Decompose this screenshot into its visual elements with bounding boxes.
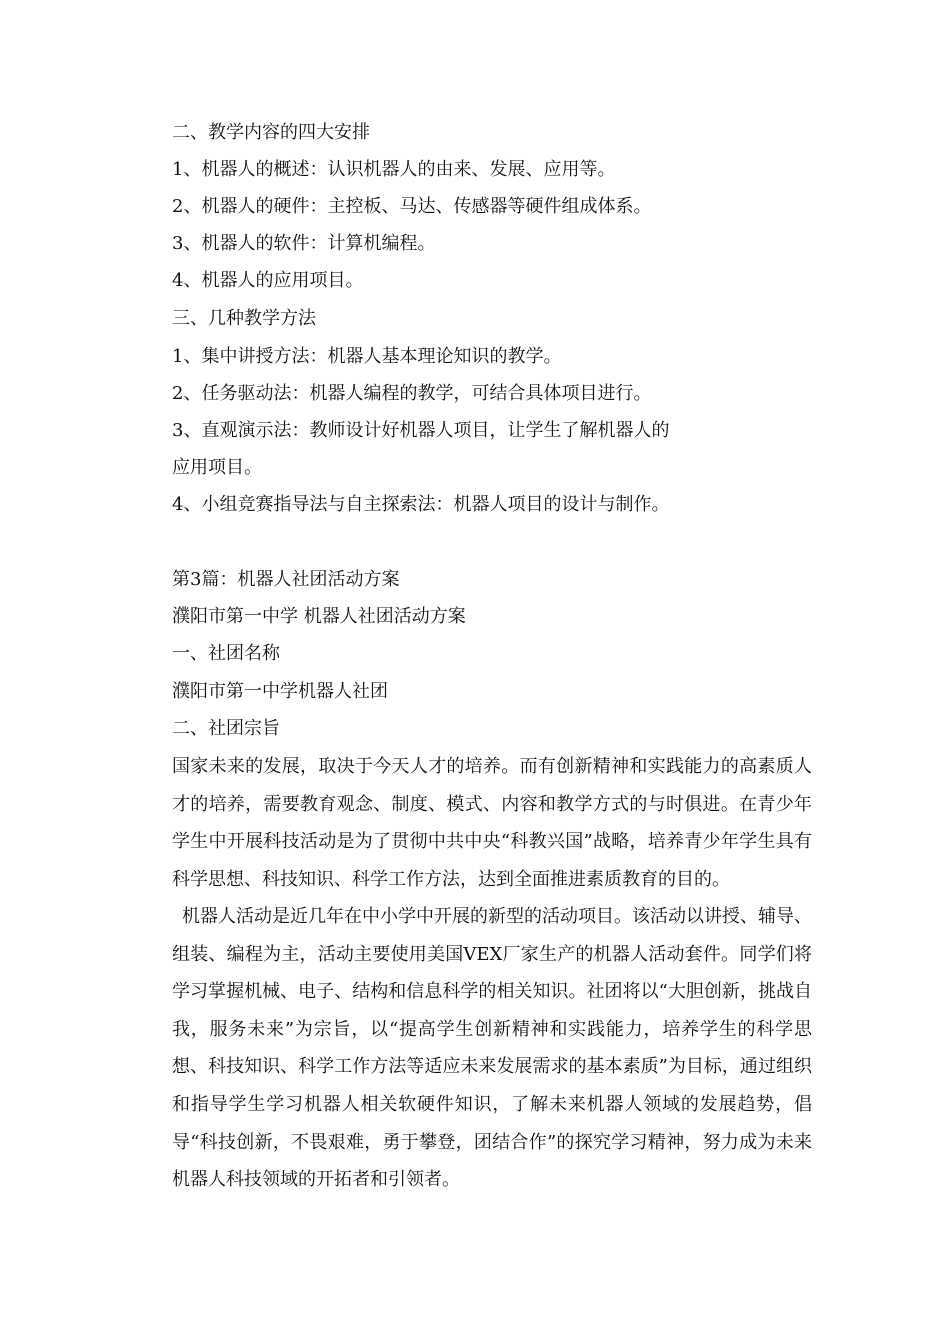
article-title: 第3篇：机器人社团活动方案	[172, 569, 400, 590]
list-item: 2、任务驱动法：机器人编程的教学，可结合具体项目进行。	[172, 383, 652, 404]
section-heading-teaching-methods: 三、几种教学方法	[172, 308, 316, 329]
purpose-heading: 二、社团宗旨	[172, 718, 280, 739]
list-item: 2、机器人的硬件：主控板、马达、传感器等硬件组成体系。	[172, 196, 652, 217]
list-item: 3、机器人的软件：计算机编程。	[172, 233, 436, 254]
article-subtitle: 濮阳市第一中学 机器人社团活动方案	[172, 606, 466, 627]
list-item: 4、机器人的应用项目。	[172, 270, 364, 291]
list-item-continuation: 应用项目。	[172, 457, 262, 478]
section-heading-teaching-content: 二、教学内容的四大安排	[172, 122, 370, 143]
list-item: 4、小组竞赛指导法与自主探索法：机器人项目的设计与制作。	[172, 494, 670, 515]
list-item: 3、直观演示法：教师设计好机器人项目，让学生了解机器人的	[172, 420, 670, 441]
club-name-heading: 一、社团名称	[172, 643, 280, 664]
list-item: 1、集中讲授方法：机器人基本理论知识的教学。	[172, 346, 562, 367]
purpose-paragraph-1: 国家未来的发展，取决于今天人才的培养。而有创新精神和实践能力的高素质人才的培养，需要教育观念、制度、模式、内容和教学方式的与时俱进。在青少年学生中开展科技活动是为了贯彻中共中央“科教兴国”战略，培养青少年学生具有科学思想、科技知识、科学工作方法，达到全面推进素质教育的目的。	[172, 756, 812, 890]
purpose-paragraph-2: 机器人活动是近几年在中小学中开展的新型的活动项目。该活动以讲授、辅导、组装、编程为主，活动主要使用美国VEX厂家生产的机器人活动套件。同学们将学习掌握机械、电子、结构和信息科学的相关知识。社团将以“大胆创新，挑战自我，服务未来”为宗旨，以“提高学生创新精神和实践能力，培养学生的科学思想、科技知识、科学工作方法等适应未来发展需求的基本素质”为目标，通过组织和指导学生学习机器人相关软硬件知识，了解未来机器人领域的发展趋势，倡导“科技创新，不畏艰难，勇于攀登，团结合作”的探究学习精神，努力成为未来机器人科技领域的开拓者和引领者。	[172, 906, 812, 1191]
club-name: 濮阳市第一中学机器人社团	[172, 681, 388, 702]
list-item: 1、机器人的概述：认识机器人的由来、发展、应用等。	[172, 159, 616, 180]
